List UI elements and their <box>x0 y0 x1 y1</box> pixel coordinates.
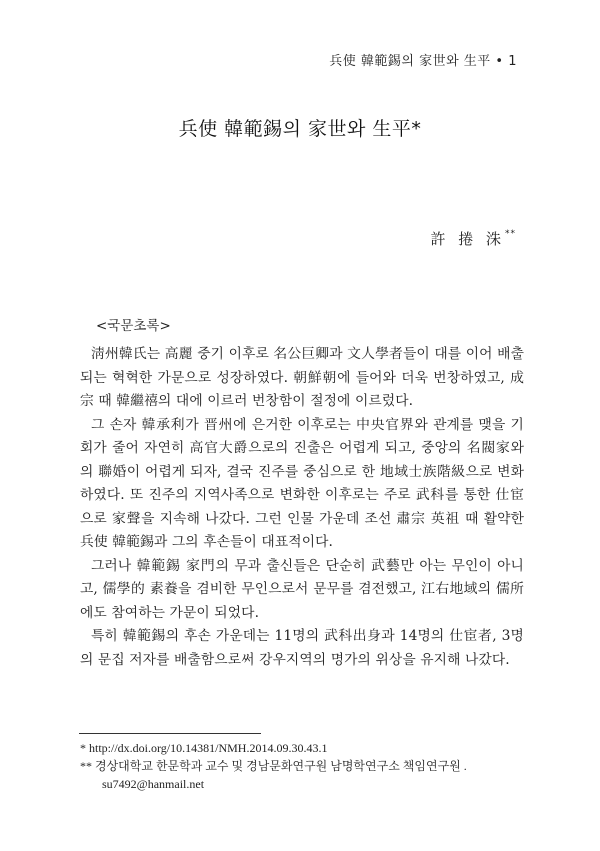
article-title: 兵使 韓範錫의 家世와 生平* <box>178 118 422 140</box>
author-name: 許 捲 洙 <box>430 230 505 248</box>
abstract-label: <국문초록> <box>96 318 171 334</box>
author-line <box>430 228 516 249</box>
footnote-author-affiliation: ** 경상대학교 한문학과 교수 및 경남문화연구원 남명학연구소 책임연구원 . <box>80 759 467 773</box>
abstract-paragraph: 그 손자 韓承利가 晋州에 은거한 이후로는 中央官界와 관계를 맺을 기회가 줄어 자연히 高官大爵으로의 진출은 어렵게 되고, 중앙의 名閥家와의 聯婚이 어렵게 되자, 결국 진주를 중심으로 한 地域士族階級으로 변화하였다. 또 진주의 지역사족으로 변화한 이후로는 주로 武科를 통한 仕宦으로 家聲을 지속해 나갔다. 그런 인물 가운데 조선 肅宗 英祖 때 활약한 兵使 韓範錫과 그의 후손들이 대표적이다. <box>80 416 524 550</box>
abstract-paragraph: 그러나 韓範錫 家門의 무과 출신들은 단순히 武藝만 아는 무인이 아니고, 儒學的 素養을 겸비한 무인으로서 문무를 겸전했고, 江右地域의 儒所에도 참여하는 가문이 되었다. <box>80 557 524 621</box>
footnote-doi: * http://dx.doi.org/10.14381/NMH.2014.09.30.43.1 <box>80 741 328 755</box>
author-footnote-mark: ** <box>505 229 516 239</box>
abstract-paragraph: 淸州韓氏는 高麗 중기 이후로 名公巨卿과 文人學者들이 대를 이어 배출되는 혁혁한 가문으로 성장하였다. 朝鮮朝에 들어와 더욱 번창하였고, 成宗 때 韓繼禧의 대에 이르러 번창함이 절정에 이르렀다. <box>80 346 524 409</box>
footnote-divider <box>79 733 261 734</box>
footnotes <box>80 739 525 793</box>
abstract-paragraph: 특히 韓範錫의 후손 가운데는 11명의 武科出身과 14명의 仕宦者, 3명의 문집 저자를 배출함으로써 강우지역의 명가의 위상을 유지해 나갔다. <box>80 628 524 668</box>
abstract-body <box>80 343 524 672</box>
running-header: 兵使 韓範錫의 家世와 生平 • 1 <box>329 54 517 69</box>
footnote-email: su7492@hanmail.net <box>102 777 205 791</box>
